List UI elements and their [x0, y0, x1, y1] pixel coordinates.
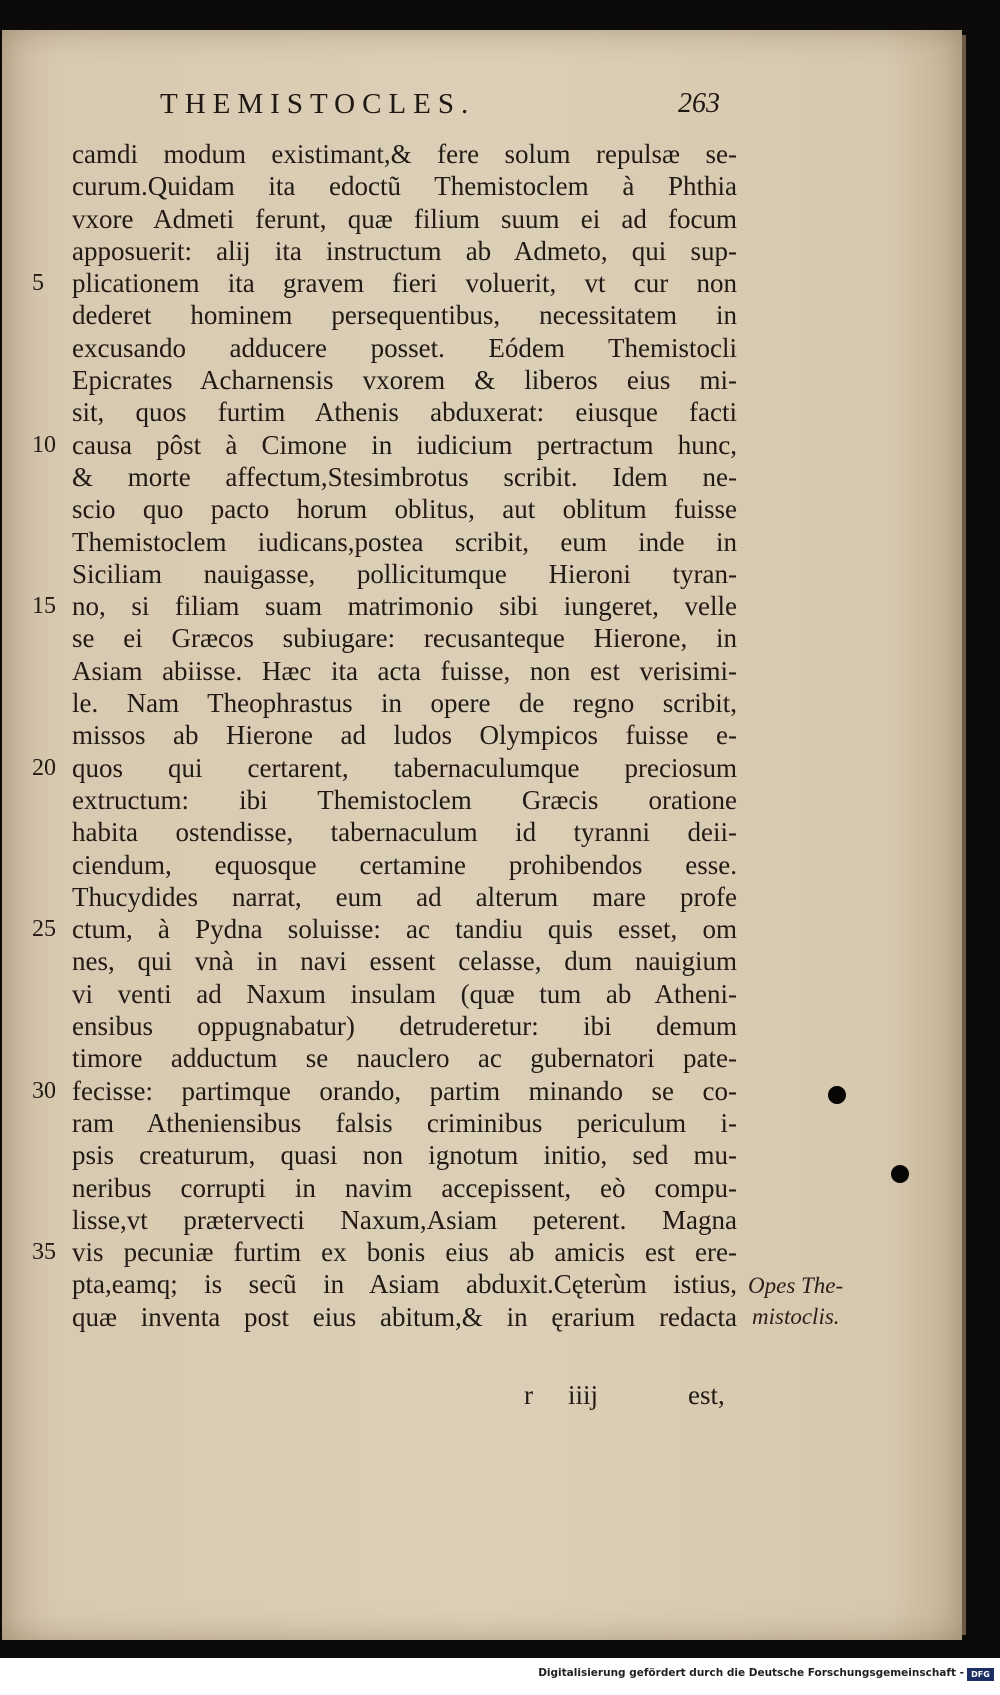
text-line	[32, 1075, 772, 1107]
text-line	[32, 429, 772, 461]
text-line	[72, 493, 772, 525]
line-text: scio quo pacto horum oblitus, aut oblitum fuisse	[72, 494, 737, 525]
line-text: neribus corrupti in navim accepissent, eò compu-	[72, 1172, 737, 1203]
text-line	[72, 687, 772, 719]
line-text: Siciliam nauigasse, pollicitumque Hieroni tyran-	[72, 558, 737, 589]
line-text: ram Atheniensibus falsis criminibus periculum i-	[72, 1107, 737, 1138]
line-text: extructum: ibi Themistoclem Græcis oratione	[72, 784, 737, 815]
catchword: est,	[688, 1380, 725, 1410]
line-text: causa pôst à Cimone in iudicium pertractum hunc,	[72, 429, 737, 460]
text-line	[72, 881, 772, 913]
text-line	[72, 526, 772, 558]
text-line	[72, 1010, 772, 1042]
page-edge	[962, 35, 966, 1635]
line-text: missos ab Hierone ad ludos Olympicos fuisse e-	[72, 720, 737, 751]
text-line	[72, 655, 772, 687]
line-text: Thucydides narrat, eum ad alterum mare profe	[72, 881, 737, 912]
dfg-logo: DFG	[967, 1668, 994, 1681]
text-line	[72, 1107, 772, 1139]
text-line	[72, 203, 772, 235]
text-line	[72, 816, 772, 848]
text-line	[72, 396, 772, 428]
line-text: vxore Admeti ferunt, quæ filium suum ei ad focum	[72, 203, 737, 234]
text-line	[72, 138, 772, 170]
text-line	[32, 1236, 772, 1268]
line-text: vis pecuniæ furtim ex bonis eius ab amicis est ere-	[72, 1237, 737, 1268]
line-number: 30	[32, 1077, 56, 1104]
page-number: 263	[678, 88, 720, 119]
line-text: curum.Quidam ita edoctũ Themistoclem à Phthia	[72, 171, 737, 202]
text-line	[72, 299, 772, 331]
line-text: ensibus oppugnabatur) detruderetur: ibi demum	[72, 1011, 737, 1042]
line-text: ciendum, equosque certamine prohibendos esse.	[72, 849, 737, 880]
line-text: lisse,vt prætervecti Naxum,Asiam peterent. Magna	[72, 1204, 737, 1235]
line-text: & morte affectum,Stesimbrotus scribit. Idem ne-	[72, 461, 737, 492]
running-title: THEMISTOCLES.	[160, 88, 476, 120]
line-text: ctum, à Pydna soluisse: ac tandiu quis esset, om	[72, 914, 737, 945]
text-line	[72, 784, 772, 816]
line-text: apposuerit: alij ita instructum ab Admeto, qui sup-	[72, 235, 737, 266]
text-line	[72, 332, 772, 364]
text-line	[72, 1042, 772, 1074]
line-text: quæ inventa post eius abitum,& in ęrarium redacta	[72, 1301, 737, 1332]
text-line	[72, 1172, 772, 1204]
line-text: Epicrates Acharnensis vxorem & liberos eius mi-	[72, 365, 737, 396]
ink-blot	[891, 1165, 909, 1183]
text-line	[32, 267, 772, 299]
line-text: excusando adducere posset. Eódem Themistocli	[72, 332, 737, 363]
text-line	[72, 849, 772, 881]
line-text: fecisse: partimque orando, partim minando se co-	[72, 1075, 737, 1106]
line-text: Asiam abiisse. Hæc ita acta fuisse, non est verisimi-	[72, 655, 737, 686]
line-text: timore adductum se nauclero ac gubernatori pate-	[72, 1043, 737, 1074]
text-line	[72, 461, 772, 493]
text-line	[32, 752, 772, 784]
text-line	[72, 945, 772, 977]
margin-note-line: Opes The-	[748, 1273, 844, 1298]
line-text: pta,eamq; is secũ in Asiam abduxit.Cęterùm istius,	[72, 1269, 737, 1300]
text-line	[32, 590, 772, 622]
ink-blot	[828, 1086, 846, 1104]
text-line	[32, 913, 772, 945]
line-text: vi venti ad Naxum insulam (quæ tum ab Atheni-	[72, 978, 737, 1009]
line-text: Themistoclem iudicans,postea scribit, eum inde in	[72, 526, 737, 557]
text-line	[72, 558, 772, 590]
text-line	[72, 622, 772, 654]
line-text: psis creaturum, quasi non ignotum initio, sed mu-	[72, 1140, 737, 1171]
line-text: le. Nam Theophrastus in opere de regno scribit,	[72, 688, 737, 719]
text-line	[72, 1204, 772, 1236]
line-number: 5	[32, 270, 44, 297]
line-number: 15	[32, 593, 56, 620]
line-text: camdi modum existimant,& fere solum repulsæ se-	[72, 139, 737, 169]
text-line	[72, 235, 772, 267]
line-number: 20	[32, 754, 56, 781]
line-text: plicationem ita gravem fieri voluerit, vt cur non	[72, 268, 737, 299]
text-line	[72, 1139, 772, 1171]
line-text: sit, quos furtim Athenis abduxerat: eiusque facti	[72, 397, 737, 428]
margin-note	[748, 1270, 878, 1332]
line-text: nes, qui vnà in navi essent celasse, dum nauigium	[72, 946, 737, 977]
margin-note-line: mistoclis.	[752, 1304, 840, 1329]
signature-mark: iiij	[568, 1380, 599, 1410]
line-number: 25	[32, 916, 56, 943]
line-number: 35	[32, 1239, 56, 1266]
line-text: habita ostendisse, tabernaculum id tyranni deii-	[72, 817, 737, 848]
line-number: 10	[32, 431, 56, 458]
footer-credit: Digitalisierung gefördert durch die Deutsche Forschungsgemeinschaft -	[538, 1667, 964, 1679]
line-text: dederet hominem persequentibus, necessitatem in	[72, 300, 737, 331]
text-line	[72, 1301, 772, 1333]
signature-line	[524, 1380, 744, 1414]
text-line	[72, 170, 772, 202]
body-text	[32, 138, 772, 1333]
text-line	[72, 364, 772, 396]
line-text: se ei Græcos subiugare: recusanteque Hierone, in	[72, 623, 737, 654]
text-line	[72, 1268, 772, 1300]
line-text: quos qui certarent, tabernaculumque preciosum	[72, 752, 737, 783]
text-line	[72, 978, 772, 1010]
signature-mark: r	[524, 1380, 533, 1410]
digitization-footer	[0, 1660, 1000, 1695]
line-text: no, si filiam suam matrimonio sibi iungeret, velle	[72, 591, 737, 622]
text-line	[72, 719, 772, 751]
page-header	[160, 88, 720, 128]
